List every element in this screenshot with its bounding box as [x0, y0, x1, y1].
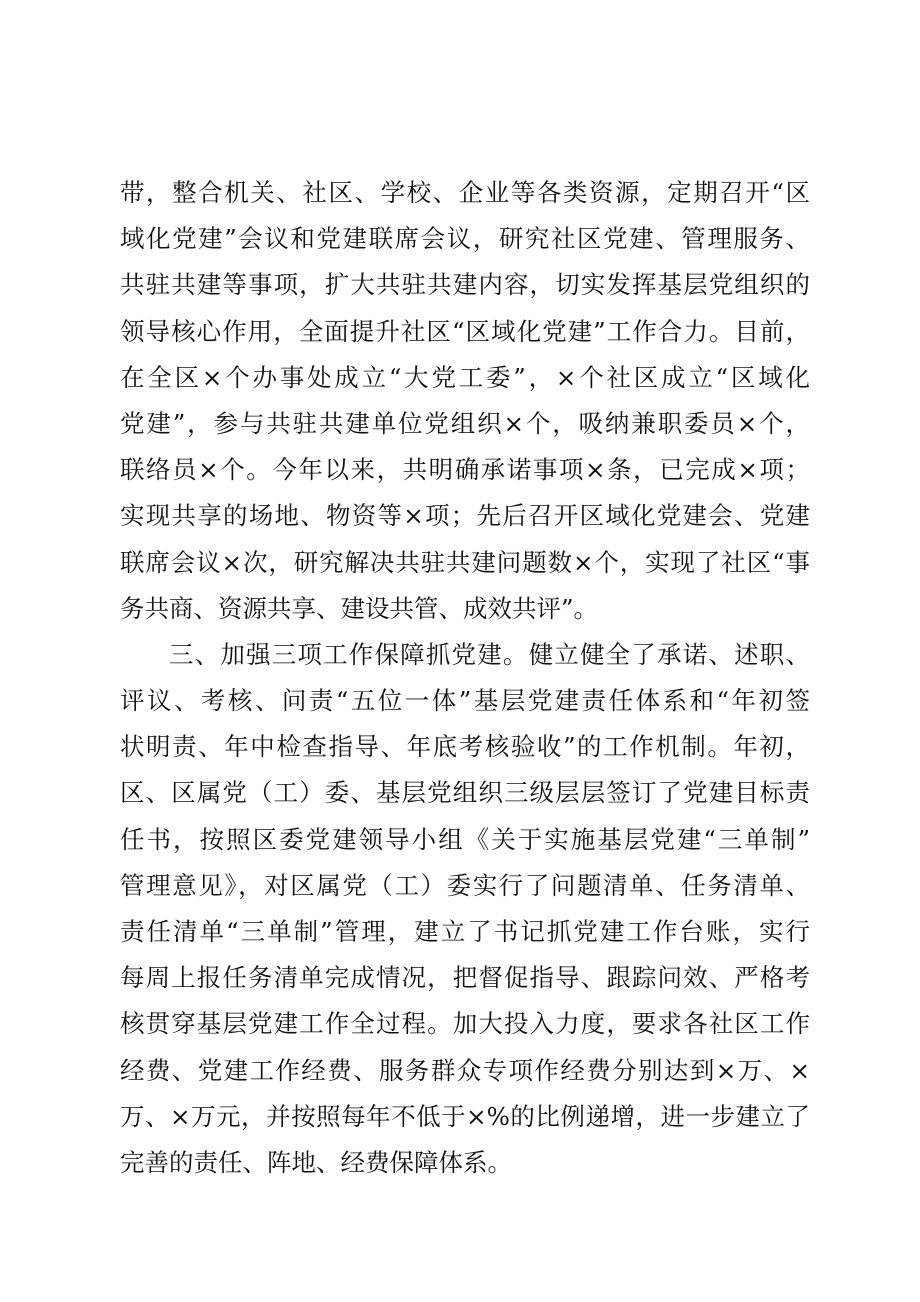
paragraph-line: 实现共享的场地、物资等×项；先后召开区域化党建会、党建 — [120, 501, 810, 531]
paragraph-line: 域化党建”会议和党建联席会议，研究社区党建、管理服务、 — [120, 224, 810, 254]
paragraph-section-three — [120, 632, 810, 1186]
paragraph-line: 管理意见》，对区属党（工）委实行了问题清单、任务清单、 — [120, 870, 810, 900]
paragraph-line: 万、×万元，并按照每年不低于×%的比例递增，进一步建立了 — [120, 1101, 810, 1131]
paragraph-line: 联络员×个。今年以来，共明确承诺事项×条，已完成×项； — [120, 455, 810, 485]
paragraph-line: 务共商、资源共享、建设共管、成效共评”。 — [120, 593, 599, 623]
paragraph-line: 党建”，参与共驻共建单位党组织×个，吸纳兼职委员×个， — [120, 408, 810, 438]
paragraph-line: 责任清单“三单制”管理，建立了书记抓党建工作台账，实行 — [120, 917, 810, 946]
paragraph-line: 联席会议×次，研究解决共驻共建问题数×个，实现了社区“事 — [120, 547, 810, 577]
paragraph-line: 每周上报任务清单完成情况，把督促指导、跟踪问效、严格考 — [120, 963, 810, 993]
paragraph-line: 带，整合机关、社区、学校、企业等各类资源，定期召开“区 — [120, 178, 810, 207]
paragraph-line: 状明责、年中检查指导、年底考核验收”的工作机制。年初， — [120, 732, 810, 762]
paragraph-line: 三、加强三项工作保障抓党建。健立健全了承诺、述职、 — [169, 639, 810, 669]
paragraph-line: 区、区属党（工）委、基层党组织三级层层签订了党建目标责 — [120, 778, 810, 808]
paragraph-line: 完善的责任、阵地、经费保障体系。 — [120, 1147, 512, 1177]
paragraph-line: 任书，按照区委党建领导小组《关于实施基层党建“三单制” — [120, 824, 810, 854]
paragraph-line: 领导核心作用，全面提升社区“区域化党建”工作合力。目前， — [120, 316, 810, 346]
paragraph-line: 共驻共建等事项，扩大共驻共建内容，切实发挥基层党组织的 — [120, 270, 810, 300]
paragraph-continuation — [120, 170, 810, 632]
paragraph-line: 核贯穿基层党建工作全过程。加大投入力度，要求各社区工作 — [120, 1009, 810, 1039]
document-body — [120, 170, 810, 1186]
paragraph-line: 在全区×个办事处成立“大党工委”，×个社区成立“区域化 — [120, 362, 810, 392]
paragraph-line: 评议、考核、问责“五位一体”基层党建责任体系和“年初签 — [120, 686, 810, 716]
paragraph-line: 经费、党建工作经费、服务群众专项作经费分别达到×万、× — [120, 1055, 810, 1085]
